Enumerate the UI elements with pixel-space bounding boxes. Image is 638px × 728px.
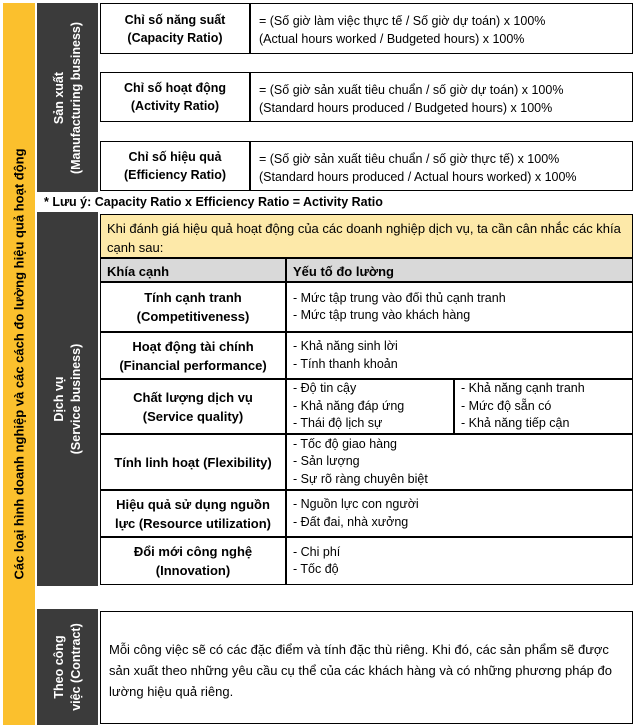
aspect-flexibility: Tính linh hoạt (Flexibility): [100, 434, 286, 490]
measure-innovation: [286, 537, 633, 585]
list-item: - Khả năng sinh lời: [293, 339, 398, 353]
aspect-innovation: Đổi mới công nghệ (Innovation): [100, 537, 286, 585]
ratio-name-activity: Chỉ số hoạt động (Activity Ratio): [100, 72, 250, 122]
ratio-formula-activity: = (Số giờ sản xuất tiêu chuẩn / số giờ dự toán) x 100% (Standard hours produced / Budgeted hours) x 100%: [250, 72, 633, 122]
list-item: - Khả năng đáp ứng: [293, 398, 405, 413]
ratio-name-efficiency: Chỉ số hiệu quả (Efficiency Ratio): [100, 141, 250, 191]
list-item: - Tốc độ giao hàng: [293, 436, 398, 451]
aspect-resource-utilization: Hiệu quả sử dụng nguồn lực (Resource utilization): [100, 490, 286, 537]
manufacturing-title: Sản xuất (Manufacturing business): [51, 21, 83, 174]
ratio-formula-efficiency: = (Số giờ sản xuất tiêu chuẩn / số giờ thực tế) x 100% (Standard hours produced / Actual hours worked) x 100%: [250, 141, 633, 191]
ratio-name-capacity: Chỉ số năng suất (Capacity Ratio): [100, 3, 250, 54]
sidebar: [3, 3, 35, 725]
list-item: - Tốc độ: [293, 562, 339, 576]
manufacturing-label: [37, 3, 98, 192]
list-item: - Sản lượng: [293, 454, 360, 469]
list-item: - Mức độ sẵn có: [461, 398, 552, 413]
measure-financial: [286, 332, 633, 379]
sidebar-title: Các loại hình doanh nghiệp và các cách đo lường hiệu quả hoạt động: [11, 148, 27, 580]
list-item: - Sự rõ ràng chuyên biệt: [293, 471, 428, 486]
header-measure: Yếu tố đo lường: [286, 258, 633, 282]
ratio-formula-capacity: = (Số giờ làm việc thực tế / Số giờ dự toán) x 100% (Actual hours worked / Budgeted hours) x 100%: [250, 3, 633, 54]
measure-service-quality-right: [454, 379, 633, 434]
list-item: - Tính thanh khoản: [293, 356, 398, 371]
aspect-service-quality: Chất lượng dịch vụ (Service quality): [100, 379, 286, 434]
measure-flexibility: [286, 434, 633, 490]
measure-resource-utilization: [286, 490, 633, 537]
list-item: - Đất đai, nhà xưởng: [293, 514, 409, 529]
service-label: [37, 212, 98, 586]
list-item: - Khả năng cạnh tranh: [461, 381, 585, 396]
service-title: Dịch vụ (Service business): [51, 343, 83, 455]
contract-title: Theo công việc (Contract): [51, 623, 83, 711]
measure-service-quality-left: [286, 379, 454, 434]
service-intro: Khi đánh giá hiệu quả hoạt động của các doanh nghiệp dịch vụ, ta cần cân nhắc các khía cạnh sau:: [100, 214, 633, 258]
list-item: - Nguồn lực con người: [293, 497, 419, 511]
contract-label: [37, 609, 98, 725]
list-item: - Thái độ lịch sự: [293, 416, 383, 431]
contract-text: Mỗi công việc sẽ có các đặc điểm và tính đặc thù riêng. Khi đó, các sản phẩm sẽ được sản xuất theo những yêu cầu cụ thể của các khách hàng và có những phương pháp đo lường hiệu quả riêng.: [100, 611, 633, 724]
list-item: - Chi phí: [293, 544, 341, 559]
aspect-financial: Hoạt động tài chính (Financial performance): [100, 332, 286, 379]
list-item: - Mức tập trung vào đối thủ cạnh tranh: [293, 290, 506, 305]
list-item: - Mức tập trung vào khách hàng: [293, 308, 471, 322]
list-item: - Khả năng tiếp cận: [461, 416, 570, 431]
list-item: - Độ tin cậy: [293, 381, 357, 396]
header-aspect: Khía cạnh: [100, 258, 286, 282]
aspect-competitiveness: Tính cạnh tranh (Competitiveness): [100, 282, 286, 332]
measure-competitiveness: [286, 282, 633, 332]
ratio-note: * Lưu ý: Capacity Ratio x Efficiency Ratio = Activity Ratio: [44, 195, 383, 209]
